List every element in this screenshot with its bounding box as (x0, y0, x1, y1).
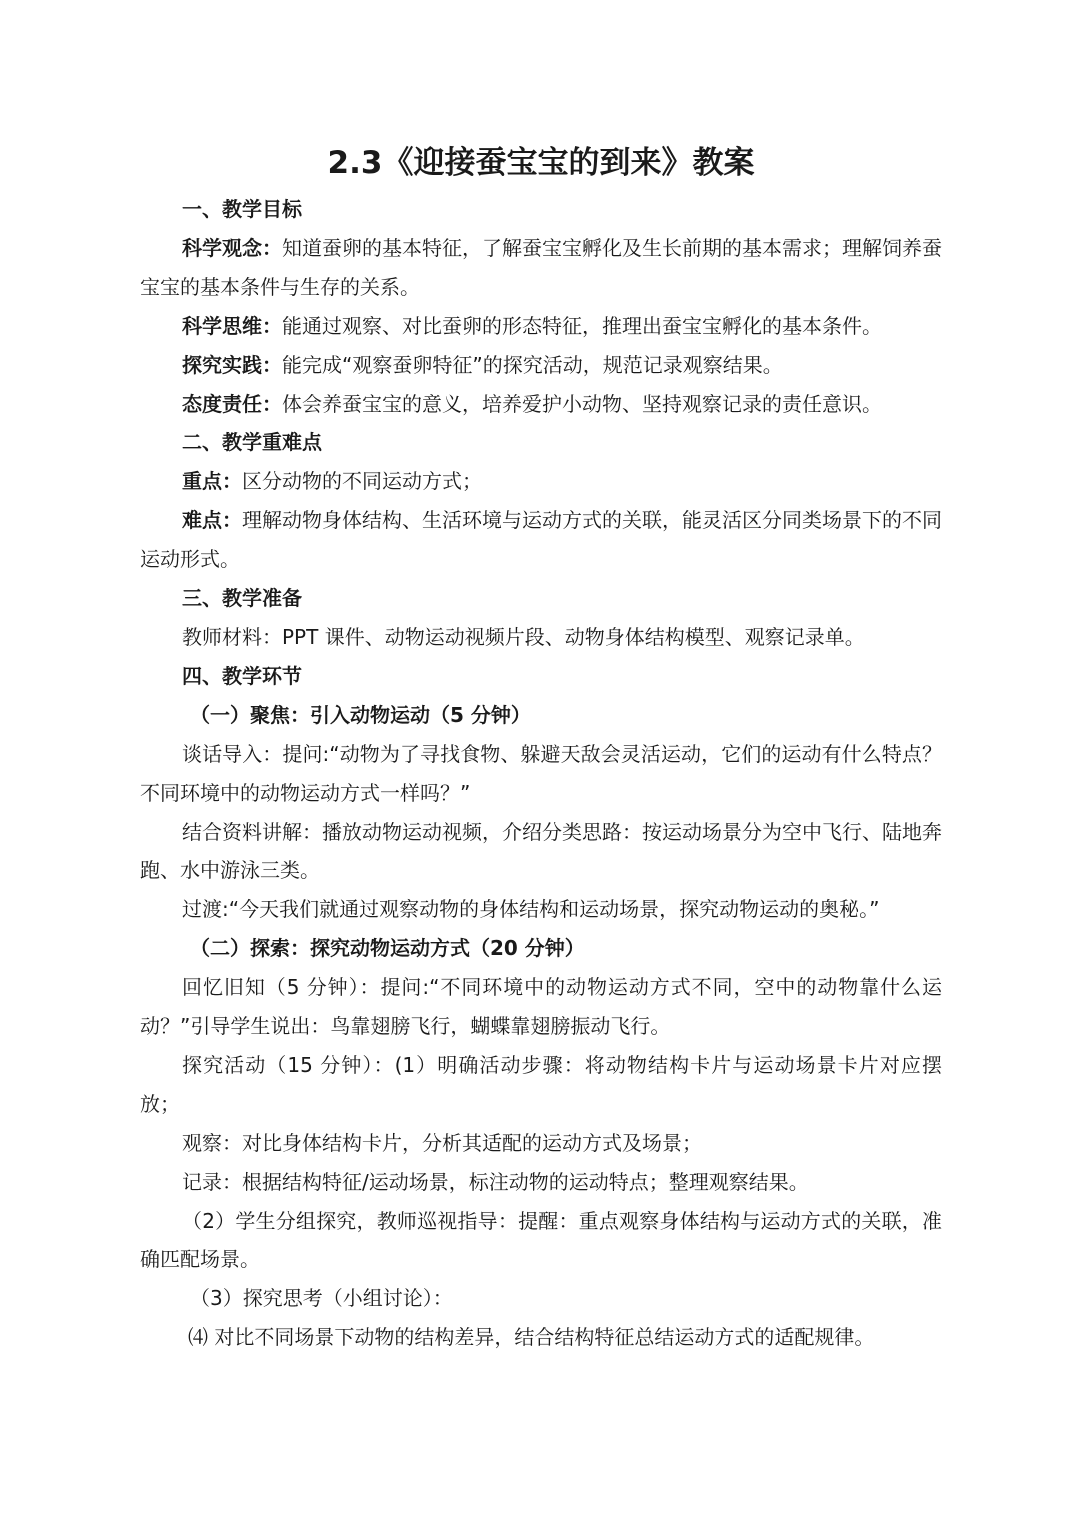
section-heading-procedure: 四、教学环节 (182, 663, 302, 688)
objective-attitude (140, 385, 942, 424)
explore-paragraph-review: 回忆旧知（5 分钟）：提问:“不同环境中的动物运动方式不同，空中的动物靠什么运动？”引导学生说出：鸟靠翅膀飞行，蝴蝶靠翅膀振动飞行。 (140, 975, 942, 1039)
objective-label: 科学观念： (182, 235, 282, 260)
subsection-heading-explore: （二）探索：探究动物运动方式（20 分钟） (190, 936, 585, 961)
focus-paragraph-transition: 过渡:“今天我们就通过观察动物的身体结构和运动场景，探究动物运动的奥秘。” (182, 897, 880, 922)
focus-paragraph-intro: 谈话导入：提问:“动物为了寻找食物、躲避天敌会灵活运动，它们的运动有什么特点？不同环境中的动物运动方式一样吗？” (140, 741, 942, 805)
focus-paragraph-materials: 结合资料讲解：播放动物运动视频，介绍分类思路：按运动场景分为空中飞行、陆地奔跑、水中游泳三类。 (140, 819, 942, 883)
objective-inquiry-practice (140, 346, 942, 385)
objective-science-concept (140, 229, 942, 307)
key-point-text: 区分动物的不同运动方式； (242, 469, 482, 494)
explore-paragraph-record: 记录：根据结构特征/运动场景，标注动物的运动特点；整理观察结果。 (182, 1169, 809, 1194)
explore-paragraph-activity: 探究活动（15 分钟）：(1）明确活动步骤：将动物结构卡片与运动场景卡片对应摆放； (140, 1052, 942, 1116)
explore-paragraph-observe: 观察：对比身体结构卡片，分析其适配的运动方式及场景； (182, 1130, 702, 1155)
preparation-materials: 教师材料：PPT 课件、动物运动视频片段、动物身体结构模型、观察记录单。 (182, 624, 865, 649)
section-heading-objectives: 一、教学目标 (182, 197, 302, 221)
section-heading-key-points: 二、教学重难点 (182, 430, 322, 455)
explore-paragraph-group: （2）学生分组探究，教师巡视指导：提醒：重点观察身体结构与运动方式的关联，准确匹配场景。 (140, 1208, 942, 1272)
document-page (140, 138, 942, 1357)
explore-paragraph-compare: ⑷ 对比不同场景下动物的结构差异，结合结构特征总结运动方式的适配规律。 (188, 1325, 875, 1350)
key-point (140, 462, 942, 501)
key-point-label: 重点： (182, 469, 242, 494)
subsection-heading-focus: （一）聚焦：引入动物运动（5 分钟） (190, 702, 531, 727)
section-heading-preparation: 三、教学准备 (182, 586, 302, 611)
difficult-point-text: 理解动物身体结构、生活环境与运动方式的关联，能灵活区分同类场景下的不同运动形式。 (140, 508, 942, 572)
objective-text: 体会养蚕宝宝的意义，培养爱护小动物、坚持观察记录的责任意识。 (282, 391, 882, 416)
objective-text: 能通过观察、对比蚕卵的形态特征，推理出蚕宝宝孵化的基本条件。 (282, 313, 882, 338)
objective-label: 态度责任： (182, 391, 282, 416)
explore-paragraph-think: （3）探究思考（小组讨论）： (190, 1286, 453, 1311)
objective-text: 知道蚕卵的基本特征，了解蚕宝宝孵化及生长前期的基本需求；理解饲养蚕宝宝的基本条件与生存的关系。 (140, 235, 942, 299)
objective-text: 能完成“观察蚕卵特征”的探究活动，规范记录观察结果。 (282, 352, 783, 377)
objective-science-thinking (140, 307, 942, 346)
document-title: 2.3《迎接蚕宝宝的到来》教案 (327, 145, 755, 181)
objective-label: 探究实践： (182, 352, 282, 377)
difficult-point (140, 501, 942, 579)
objective-label: 科学思维： (182, 313, 282, 338)
difficult-point-label: 难点： (182, 508, 242, 533)
